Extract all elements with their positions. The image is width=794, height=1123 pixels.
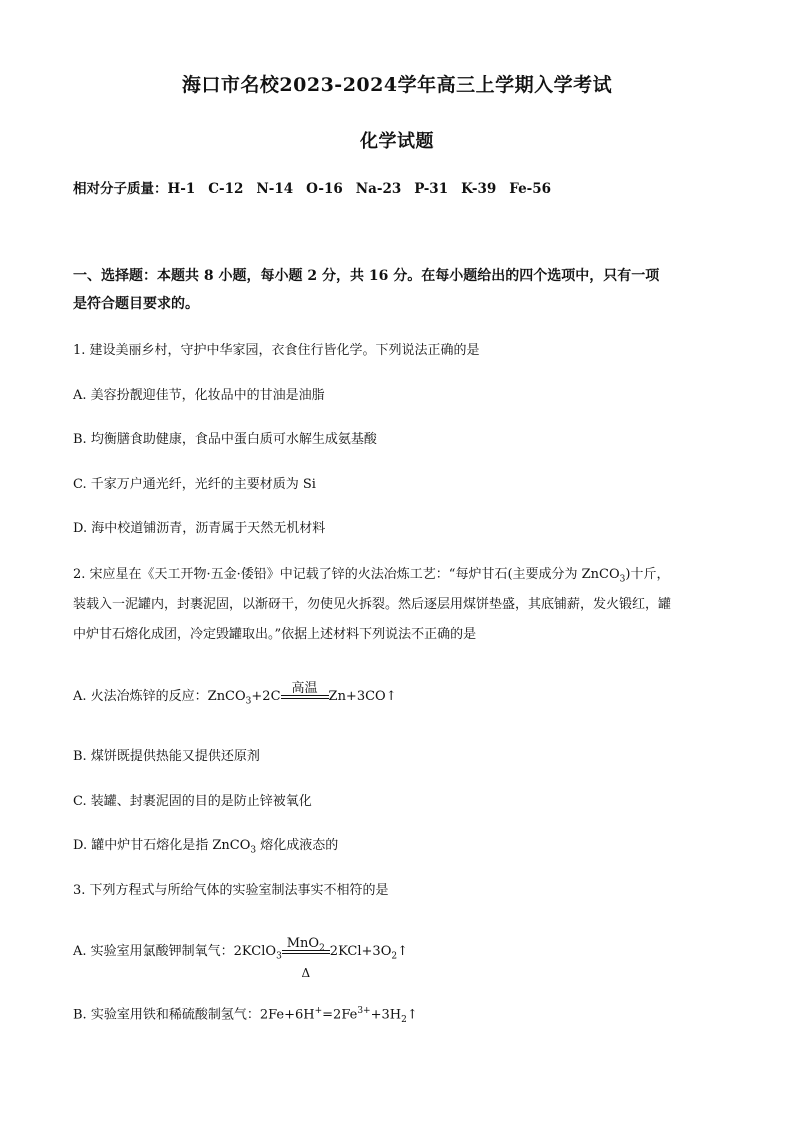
q3-option-b xyxy=(73,997,728,1034)
equation-lhs: ZnCO xyxy=(207,689,246,704)
equation-text: ↑ xyxy=(406,1007,418,1023)
subscript: 2 xyxy=(391,951,398,962)
option-text: 熔化成液态的 xyxy=(256,838,339,853)
subscript: 3 xyxy=(276,951,282,962)
equation-rhs: 2KCl+3O xyxy=(329,944,392,959)
mass-item: K-39 xyxy=(461,181,497,197)
heat-condition: Δ xyxy=(301,965,311,980)
mass-item: P-31 xyxy=(414,181,449,197)
q3-stem: 3. 下列方程式与所给气体的实验室制法事实不相符的是 xyxy=(73,883,389,898)
q2-stem-text: )十斤， xyxy=(625,567,670,582)
superscript: 3+ xyxy=(357,1006,371,1016)
subscript: 2 xyxy=(401,1014,407,1025)
option-label: A. 火法冶炼锌的反应： xyxy=(73,689,208,704)
reaction-arrow xyxy=(281,680,329,699)
q2-option-d xyxy=(73,832,728,865)
subscript: 2 xyxy=(319,943,325,954)
q1-stem: 1. 建设美丽乡村，守护中华家园，衣食住行皆化学。下列说法正确的是 xyxy=(73,343,480,358)
equation-text: 2Fe+6H xyxy=(259,1007,315,1023)
reaction-condition: 高温 xyxy=(291,680,318,696)
equation-lhs: +2C xyxy=(251,689,281,704)
relative-masses xyxy=(73,177,564,197)
mass-item: C-12 xyxy=(208,181,244,197)
equation-rhs: Zn+3CO↑ xyxy=(328,689,397,704)
q2-stem-line1 xyxy=(73,561,728,594)
equation-text: =2Fe xyxy=(322,1007,358,1023)
exam-subtitle: 化学试题 xyxy=(360,131,434,152)
q2-option-b: B. 煤饼既提供热能又提供还原剂 xyxy=(73,749,260,764)
equation-rhs: ↑ xyxy=(397,944,408,959)
mass-item: N-14 xyxy=(256,181,294,197)
q2-stem-line3: 中炉甘石熔化成团，冷定毁罐取出。”依据上述材料下列说法不正确的是 xyxy=(73,627,477,642)
section-heading-line1: 一、选择题：本题共 8 小题，每小题 2 分，共 16 分。在每小题给出的四个选项中，只有一项 xyxy=(73,268,660,284)
option-label: A. 实验室用氯酸钾制氧气： xyxy=(73,944,234,959)
q2-stem-line2: 装载入一泥罐内，封裹泥固，以渐砑干，勿使见火拆裂。然后逐层用煤饼垫盛，其底铺薪，发火锻红，罐 xyxy=(73,597,672,612)
q1-option-c: C. 千家万户通光纤，光纤的主要材质为 Si xyxy=(73,477,316,492)
mass-item: O-16 xyxy=(306,181,343,197)
exam-title: 海口市名校2023-2024学年高三上学期入学考试 xyxy=(181,74,613,96)
section-heading-line2: 是符合题目要求的。 xyxy=(73,296,199,312)
catalyst-text: MnO xyxy=(286,935,320,951)
subscript: 3 xyxy=(619,574,626,585)
mass-item: Na-23 xyxy=(355,181,402,197)
option-text: D. 罐中炉甘石熔化是指 ZnCO xyxy=(73,838,251,853)
option-label: B. 实验室用铁和稀硫酸制氢气： xyxy=(73,1007,260,1023)
subscript: 3 xyxy=(250,845,257,856)
q1-option-d: D. 海中校道铺沥青，沥青属于天然无机材料 xyxy=(73,521,326,536)
mass-item: Fe-56 xyxy=(509,181,552,197)
q1-option-a: A. 美容扮靓迎佳节，化妆品中的甘油是油脂 xyxy=(73,388,325,403)
subscript: 3 xyxy=(245,696,252,707)
q2-option-c: C. 装罐、封裹泥固的目的是防止锌被氧化 xyxy=(73,794,312,809)
q1-option-b: B. 均衡膳食助健康，食品中蛋白质可水解生成氨基酸 xyxy=(73,432,377,447)
section-heading xyxy=(73,262,725,318)
q2-option-a xyxy=(73,680,728,716)
q2-stem-text: 2. 宋应星在《天工开物·五金·倭铅》中记载了锌的火法冶炼工艺：“每炉甘石(主要成分为 ZnCO xyxy=(73,567,620,582)
catalyst-condition xyxy=(282,930,330,963)
mass-item: H-1 xyxy=(167,181,196,197)
masses-label: 相对分子质量： xyxy=(73,181,168,197)
reaction-arrow xyxy=(282,935,330,980)
superscript: + xyxy=(314,1006,323,1016)
q3-option-a xyxy=(73,935,728,980)
equation-lhs: 2KClO xyxy=(233,944,277,959)
equation-text: +3H xyxy=(370,1007,402,1023)
